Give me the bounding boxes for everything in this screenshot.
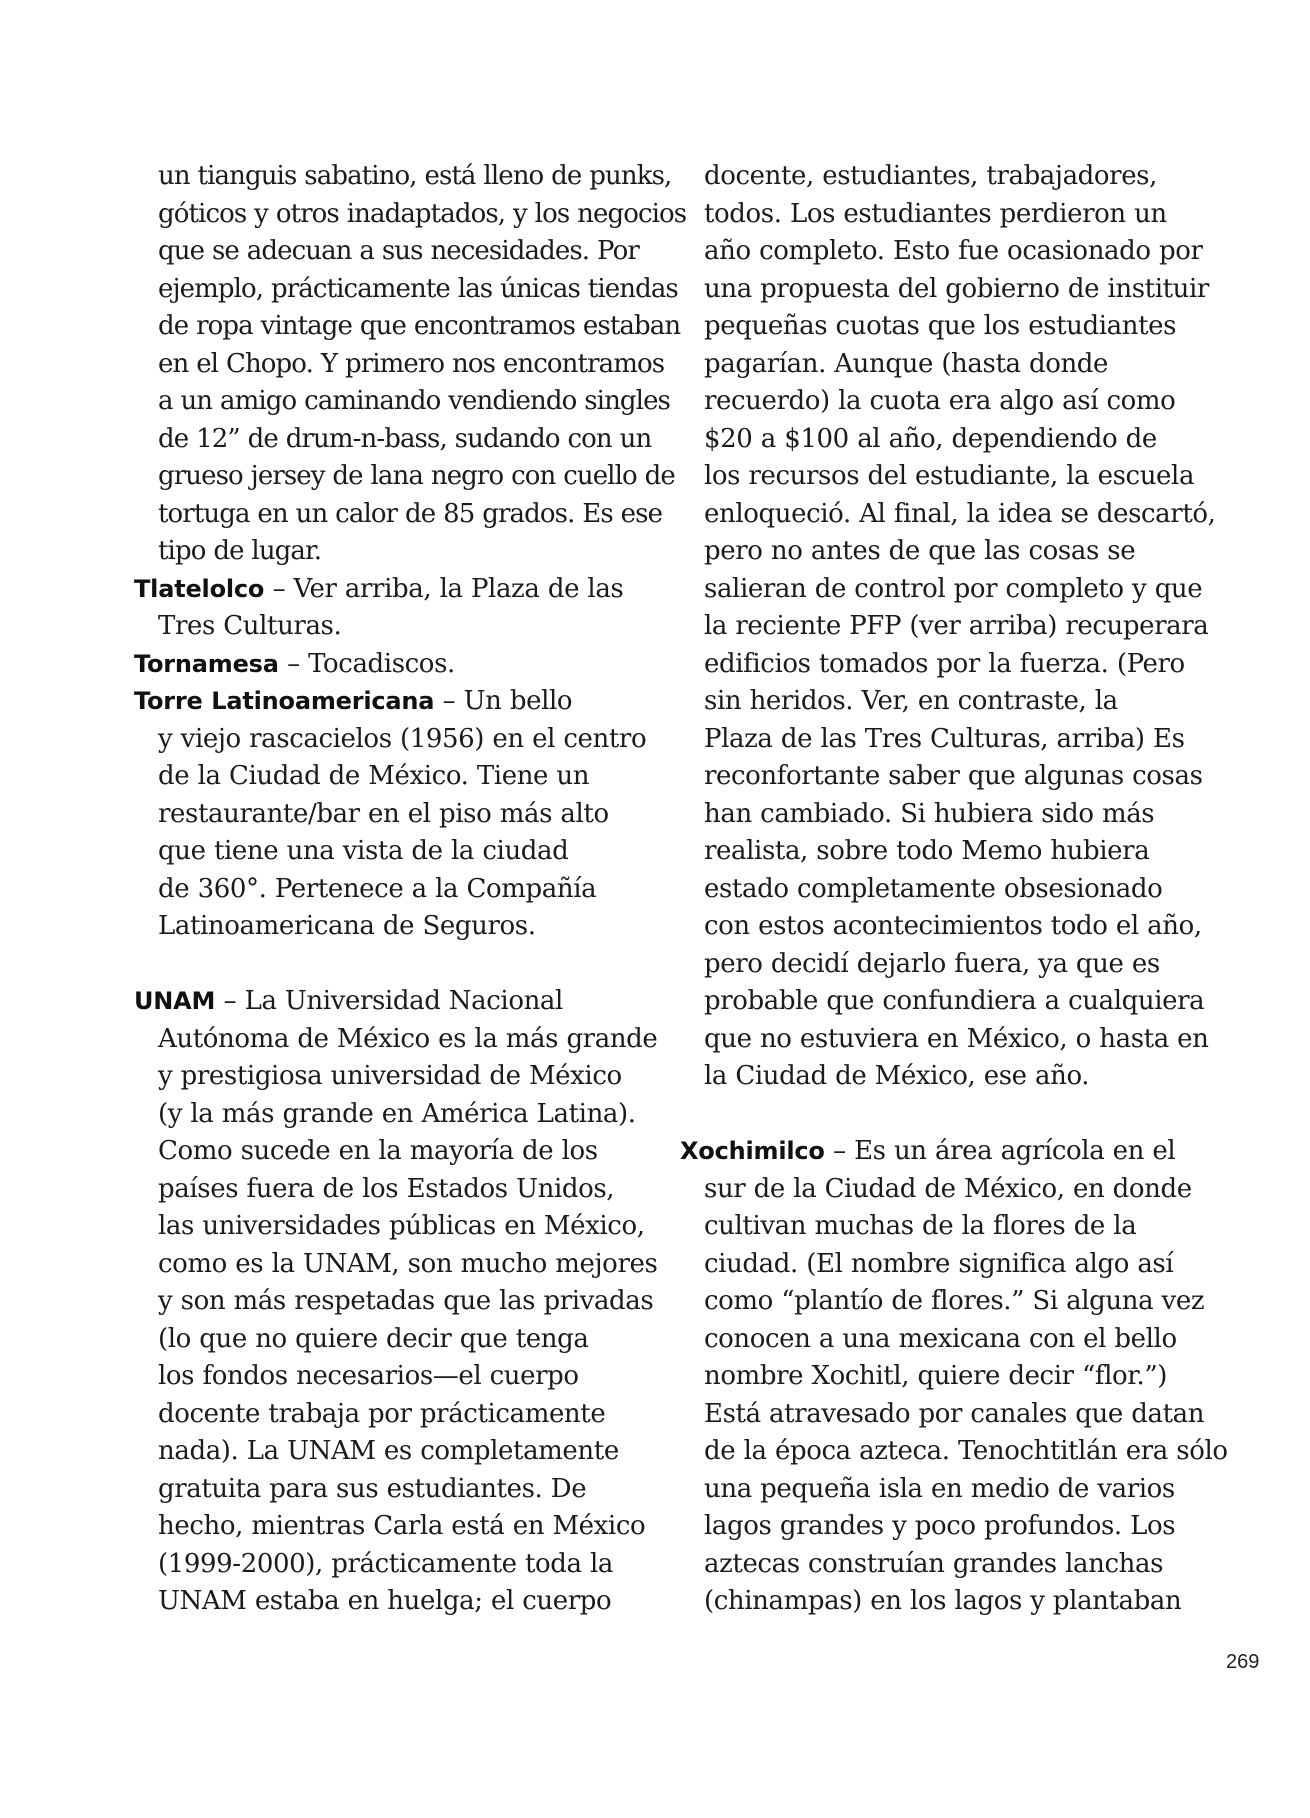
text-line: los recursos del estudiante, la escuela: [704, 461, 1195, 491]
entry-term: Xochimilco: [680, 1137, 825, 1165]
entry-first-line: [134, 646, 654, 684]
right-column: [680, 158, 1228, 1621]
text-line: las universidades públicas en México,: [158, 1211, 645, 1241]
text-line: restaurante/bar en el piso más alto: [158, 798, 609, 829]
text-line: como es la UNAM, son mucho mejores: [158, 1248, 658, 1279]
text-line: nombre Xochitl, quiere decir “flor.”): [704, 1361, 1167, 1391]
text-line: ejemplo, prácticamente las únicas tiendas: [158, 273, 678, 304]
page-number: 269: [1226, 1651, 1260, 1673]
text-line: de la Ciudad de México. Tiene un: [158, 761, 590, 791]
text-line: UNAM estaba en huelga; el cuerpo: [158, 1586, 612, 1616]
text-line: en el Chopo. Y primero nos encontramos: [158, 348, 665, 379]
entry-text: La Universidad Nacional: [244, 986, 563, 1016]
text-line: de 360°. Pertenece a la Compañía: [158, 873, 597, 904]
text-line: una propuesta del gobierno de instituir: [704, 273, 1209, 304]
text-line: todos. Los estudiantes perdieron un: [704, 198, 1167, 229]
right-continuation-paragraph: [680, 158, 1216, 1096]
text-line: de ropa vintage que encontramos estaban: [158, 311, 681, 341]
paragraph-gap: [134, 946, 654, 984]
text-line: edificios tomados por la fuerza. (Pero: [704, 648, 1185, 679]
text-line: hecho, mientras Carla está en México: [158, 1511, 646, 1541]
text-line: año completo. Esto fue ocasionado por: [704, 236, 1203, 266]
glossary-entry-xochimilco: [680, 1133, 1228, 1621]
left-continuation-paragraph: [134, 158, 687, 571]
text-line: $20 a $100 al año, dependiendo de: [704, 423, 1157, 454]
text-line: que se adecuan a sus necesidades. Por: [158, 236, 639, 266]
text-line: Como sucede en la mayoría de los: [158, 1136, 598, 1166]
entry-first-line: [680, 1133, 1200, 1171]
text-line: Autónoma de México es la más grande: [158, 1023, 658, 1054]
text-line: salieran de control por completo y que: [704, 573, 1203, 604]
text-line: una pequeña isla en medio de varios: [704, 1473, 1175, 1504]
text-line: como “plantío de flores.” Si alguna vez: [704, 1286, 1205, 1316]
text-line: grueso jersey de lana negro con cuello de: [158, 461, 675, 491]
text-line: pero no antes de que las cosas se: [704, 536, 1136, 566]
text-line: países fuera de los Estados Unidos,: [158, 1173, 615, 1204]
text-line: (1999-2000), prácticamente toda la: [158, 1548, 614, 1579]
text-line: han cambiado. Si hubiera sido más: [704, 798, 1155, 829]
left-column: [134, 158, 687, 1621]
text-line: gratuita para sus estudiantes. De: [158, 1473, 587, 1504]
entry-term: Tornamesa: [134, 649, 279, 678]
text-line: lagos grandes y poco profundos. Los: [704, 1511, 1176, 1541]
text-line: (y la más grande en América Latina).: [158, 1098, 636, 1129]
glossary-entry-torre-latinoamericana: [134, 683, 654, 946]
entry-text: Es un área agrícola en el: [854, 1136, 1176, 1166]
entry-text: Un bello: [463, 686, 573, 716]
glossary-entry-unam: [134, 983, 658, 1621]
text-line: probable que confundiera a cualquiera: [704, 986, 1205, 1016]
text-line: conocen a una mexicana con el bello: [704, 1323, 1177, 1354]
glossary-entry-tlatelolco: [134, 571, 654, 646]
text-line: (chinampas) en los lagos y plantaban: [704, 1586, 1182, 1616]
text-line: y prestigiosa universidad de México: [158, 1061, 622, 1091]
entry-first-line: [134, 983, 654, 1021]
text-line: (lo que no quiere decir que tenga: [158, 1323, 589, 1354]
text-line: enloqueció. Al final, la idea se descartó,: [704, 498, 1216, 529]
entry-dash: –: [223, 986, 245, 1016]
text-line: aztecas construían grandes lanchas: [704, 1548, 1164, 1579]
text-line: cultivan muchas de la flores de la: [704, 1211, 1137, 1241]
entry-dash: –: [287, 648, 309, 679]
entry-first-line: [134, 571, 654, 609]
text-line: Plaza de las Tres Culturas, arriba) Es: [704, 723, 1185, 754]
text-line: sin heridos. Ver, en contraste, la: [704, 686, 1118, 716]
paragraph-gap: [680, 1096, 1200, 1134]
entry-term: Tlatelolco: [134, 574, 265, 603]
entry-first-line: [134, 683, 654, 721]
text-line: pagarían. Aunque (hasta donde: [704, 348, 1109, 379]
text-line: Tres Culturas.: [158, 611, 342, 641]
text-line: pequeñas cuotas que los estudiantes: [704, 311, 1177, 341]
text-line: y son más respetadas que las privadas: [158, 1286, 654, 1316]
text-line: tortuga en un calor de 85 grados. Es ese: [158, 498, 663, 529]
entry-term: Torre Latinoamericana: [134, 687, 435, 715]
entry-term: UNAM: [134, 987, 216, 1015]
text-line: docente, estudiantes, trabajadores,: [704, 161, 1157, 191]
text-line: a un amigo caminando vendiendo singles: [158, 386, 671, 416]
text-line: Latinoamericana de Seguros.: [158, 911, 536, 941]
entry-dash: –: [442, 686, 464, 716]
entry-dash: –: [833, 1136, 855, 1166]
text-line: y viejo rascacielos (1956) en el centro: [158, 723, 647, 754]
text-line: sur de la Ciudad de México, en donde: [704, 1173, 1192, 1204]
text-line: recuerdo) la cuota era algo así como: [704, 386, 1176, 416]
entry-text: Ver arriba, la Plaza de las: [293, 573, 624, 604]
text-line: ciudad. (El nombre significa algo así: [704, 1248, 1174, 1279]
text-line: con estos acontecimientos todo el año,: [704, 911, 1202, 941]
text-line: de la época azteca. Tenochtitlán era sólo: [704, 1436, 1228, 1466]
entry-dash: –: [272, 573, 294, 604]
text-line: reconfortante saber que algunas cosas: [704, 761, 1203, 791]
glossary-entry-tornamesa: [134, 646, 654, 684]
entry-text: Tocadiscos.: [308, 648, 455, 679]
text-line: tipo de lugar.: [158, 536, 322, 566]
text-line: la Ciudad de México, ese año.: [704, 1061, 1090, 1091]
text-line: estado completamente obsesionado: [704, 873, 1163, 904]
text-line: de 12” de drum-n-bass, sudando con un: [158, 423, 652, 454]
text-line: los fondos necesarios—el cuerpo: [158, 1361, 579, 1391]
text-line: Está atravesado por canales que datan: [704, 1398, 1205, 1429]
text-line: nada). La UNAM es completamente: [158, 1436, 619, 1466]
text-line: un tianguis sabatino, está lleno de punks,: [158, 161, 672, 191]
text-line: realista, sobre todo Memo hubiera: [704, 836, 1150, 866]
text-line: que no estuviera en México, o hasta en: [704, 1023, 1209, 1054]
text-line: la reciente PFP (ver arriba) recuperara: [704, 611, 1209, 641]
text-line: docente trabaja por prácticamente: [158, 1398, 606, 1429]
text-line: que tiene una vista de la ciudad: [158, 836, 569, 866]
text-line: góticos y otros inadaptados, y los negocios: [158, 198, 687, 229]
text-line: pero decidí dejarlo fuera, ya que es: [704, 948, 1160, 979]
